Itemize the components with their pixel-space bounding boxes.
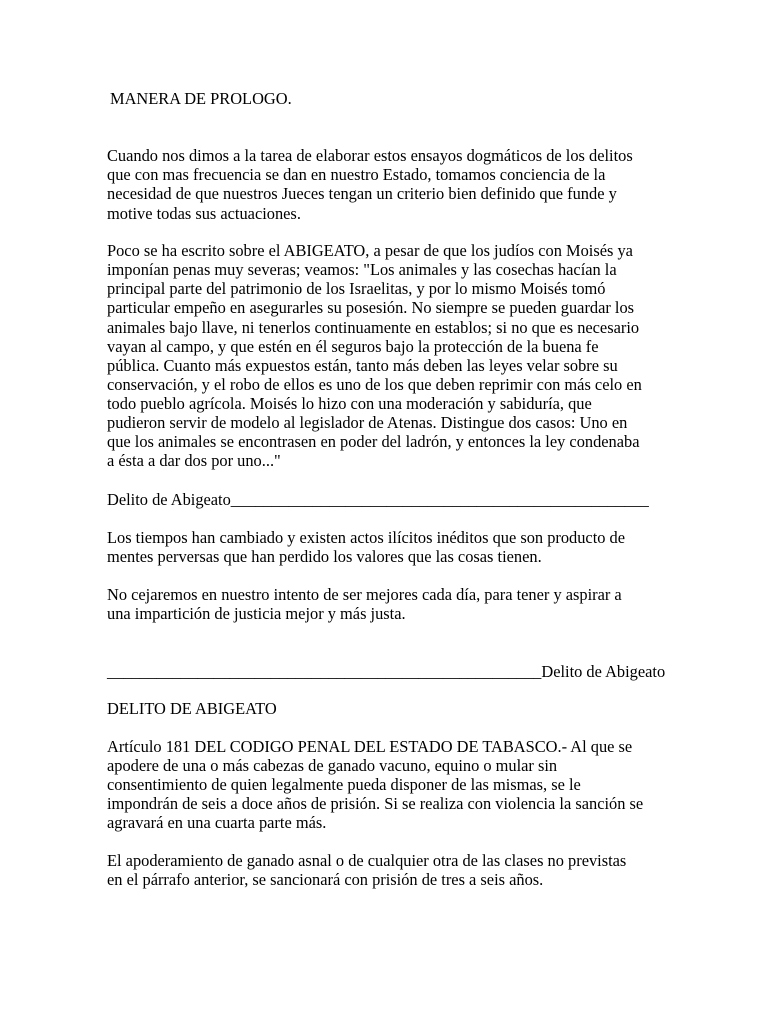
text-line: Los tiempos han cambiado y existen actos ilícitos inéditos que son producto de [107, 528, 626, 547]
running-footer: _____________________________________________________Delito de Abigeato [107, 662, 666, 681]
text-line: necesidad de que nuestros Jueces tengan un criterio bien definido que funde y [107, 184, 617, 203]
text-line: que con mas frecuencia se dan en nuestro Estado, tomamos conciencia de la [107, 165, 606, 184]
text-line: El apoderamiento de ganado asnal o de cualquier otra de las clases no previstas [107, 851, 627, 870]
text-line: que los animales se encontrasen en poder del ladrón, y entonces la ley condenaba [107, 432, 640, 451]
text-line: imponían penas muy severas; veamos: "Los animales y las cosechas hacían la [107, 260, 617, 279]
text-line: mentes perversas que han perdido los valores que las cosas tienen. [107, 547, 542, 566]
text-line: agravará en una cuarta parte más. [107, 813, 327, 832]
text-line: una impartición de justicia mejor y más justa. [107, 604, 406, 623]
text-line: particular empeño en asegurarles su posesión. No siempre se pueden guardar los [107, 298, 635, 317]
text-line: conservación, y el robo de ellos es uno de los que deben reprimir con más celo en [107, 375, 642, 394]
running-header: Delito de Abigeato___________________________________________________ [107, 490, 649, 509]
text-line: pudieron servir de modelo al legislador de Atenas. Distingue dos casos: Uno en [107, 413, 628, 432]
text-line: a ésta a dar dos por uno..." [107, 451, 281, 470]
text-line: No cejaremos en nuestro intento de ser mejores cada día, para tener y aspirar a [107, 585, 622, 604]
text-line: Poco se ha escrito sobre el ABIGEATO, a pesar de que los judíos con Moisés ya [107, 241, 633, 260]
text-line: todo pueblo agrícola. Moisés lo hizo con una moderación y sabiduría, que [107, 394, 592, 413]
text-line: Cuando nos dimos a la tarea de elaborar estos ensayos dogmáticos de los delitos [107, 146, 633, 165]
text-line: apodere de una o más cabezas de ganado vacuno, equino o mular sin [107, 756, 558, 775]
text-line: principal parte del patrimonio de los Israelitas, y por lo mismo Moisés tomó [107, 279, 606, 298]
text-line: pública. Cuanto más expuestos están, tanto más deben las leyes velar sobre su [107, 356, 618, 375]
section-title: DELITO DE ABIGEATO [107, 699, 277, 718]
text-line: animales bajo llave, ni tenerlos continuamente en establos; si no que es necesario [107, 318, 640, 337]
text-line: vayan al campo, y que estén en él seguros bajo la protección de la buena fe [107, 337, 599, 356]
text-line: consentimiento de quien legalmente pueda disponer de las mismas, se le [107, 775, 581, 794]
text-line: impondrán de seis a doce años de prisión. Si se realiza con violencia la sanción se [107, 794, 644, 813]
prologue-title: MANERA DE PROLOGO. [110, 89, 292, 108]
text-line: en el párrafo anterior, se sancionará con prisión de tres a seis años. [107, 870, 544, 889]
text-line: motive todas sus actuaciones. [107, 204, 301, 223]
text-line: Artículo 181 DEL CODIGO PENAL DEL ESTADO DE TABASCO.- Al que se [107, 737, 633, 756]
